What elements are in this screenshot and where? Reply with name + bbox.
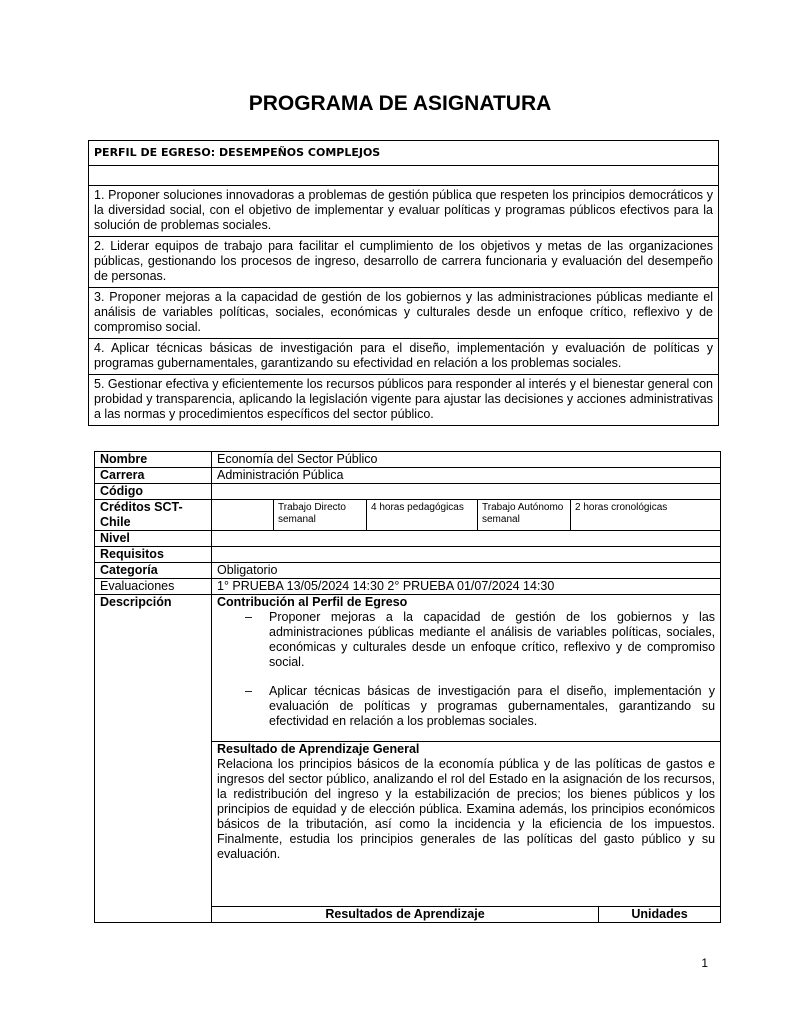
evaluaciones-label: Evaluaciones (95, 579, 212, 595)
resultados-header: Resultados de Aprendizaje (212, 907, 599, 923)
creditos-label: Créditos SCT-Chile (95, 500, 212, 531)
rag-cell (212, 742, 721, 907)
categoria-label: Categoría (95, 563, 212, 579)
nivel-label: Nivel (95, 531, 212, 547)
nivel-value (212, 531, 721, 547)
requisitos-label: Requisitos (95, 547, 212, 563)
dash-bullet: – (245, 684, 252, 698)
evaluaciones-value: 1° PRUEBA 13/05/2024 14:30 2° PRUEBA 01/07/2024 14:30 (212, 579, 721, 595)
asignatura-info-table (94, 451, 721, 923)
perfil-item-2: 2. Liderar equipos de trabajo para facilitar el cumplimiento de los objetivos y metas de las organizaciones públicas, gestionando los procesos de ingreso, desarrollo de carrera funcionaria y evaluación del desempeño de personas. (89, 237, 719, 288)
contribucion-list (217, 610, 715, 729)
list-item (217, 684, 715, 729)
nombre-value: Economía del Sector Público (212, 452, 721, 468)
rag-heading: Resultado de Aprendizaje General (217, 742, 420, 756)
trabajo-autonomo-value: 2 horas cronológicas (571, 500, 721, 531)
codigo-value (212, 484, 721, 500)
list-item (217, 610, 715, 670)
dash-bullet: – (245, 610, 252, 624)
unidades-header: Unidades (599, 907, 721, 923)
perfil-item-4: 4. Aplicar técnicas básicas de investigación para el diseño, implementación y evaluación de políticas y programas gubernamentales, garantizando su efectividad en relación a los problemas sociales. (89, 339, 719, 375)
perfil-egreso-table (88, 140, 719, 426)
nombre-label: Nombre (95, 452, 212, 468)
trabajo-autonomo-label: Trabajo Autónomo semanal (478, 500, 571, 531)
creditos-value (212, 500, 274, 531)
contribucion-heading: Contribución al Perfil de Egreso (217, 595, 408, 609)
contribucion-item-2: Aplicar técnicas básicas de investigación para el diseño, implementación y evaluación de políticas y programas gubernamentales, garantizando su efectividad en relación a los problemas sociales. (269, 684, 716, 728)
contribucion-cell (212, 595, 721, 742)
page-title: PROGRAMA DE ASIGNATURA (248, 92, 552, 115)
trabajo-directo-label: Trabajo Directo semanal (274, 500, 367, 531)
codigo-label: Código (95, 484, 212, 500)
carrera-value: Administración Pública (212, 468, 721, 484)
perfil-empty-row (89, 166, 719, 186)
categoria-value: Obligatorio (212, 563, 721, 579)
perfil-item-5: 5. Gestionar efectiva y eficientemente los recursos públicos para responder al interés y el bienestar general con probidad y transparencia, aplicando la legislación vigente para ajustar las decisiones y acciones administrativas a las normas y procedimientos específicos del sector público. (89, 375, 719, 426)
rag-text: Relaciona los principios básicos de la economía pública y de las políticas de gastos e ingresos del sector público, analizando el rol del Estado en la asignación de los recursos, la redistribución del ingreso y la estabilización de precios; los bienes públicos y los principios de equidad y de elección pública. Examina además, los principios económicos básicos de la tributación, así como la incidencia y la eficiencia de los impuestos. Finalmente, estudia los principios generales de las políticas del gasto público y su evaluación. (217, 757, 716, 861)
perfil-item-3: 3. Proponer mejoras a la capacidad de gestión de los gobiernos y las administraciones públicas mediante el análisis de variables políticas, sociales, económicas y culturales desde un enfoque crítico, reflexivo y de compromiso social. (89, 288, 719, 339)
contribucion-item-1: Proponer mejoras a la capacidad de gestión de los gobiernos y las administraciones públicas mediante el análisis de variables políticas, sociales, económicas y culturales desde un enfoque crítico, reflexivo y de compromiso social. (269, 610, 716, 669)
page-number: 1 (701, 956, 708, 970)
requisitos-value (212, 547, 721, 563)
perfil-item-1: 1. Proponer soluciones innovadoras a problemas de gestión pública que respeten los principios democráticos y la diversidad social, con el objetivo de implementar y evaluar políticas y programas públicos efectivos para la solución de problemas sociales. (89, 186, 719, 237)
descripcion-label: Descripción (95, 595, 212, 923)
carrera-label: Carrera (95, 468, 212, 484)
trabajo-directo-value: 4 horas pedagógicas (367, 500, 478, 531)
perfil-header: PERFIL DE EGRESO: DESEMPEÑOS COMPLEJOS (89, 141, 719, 166)
